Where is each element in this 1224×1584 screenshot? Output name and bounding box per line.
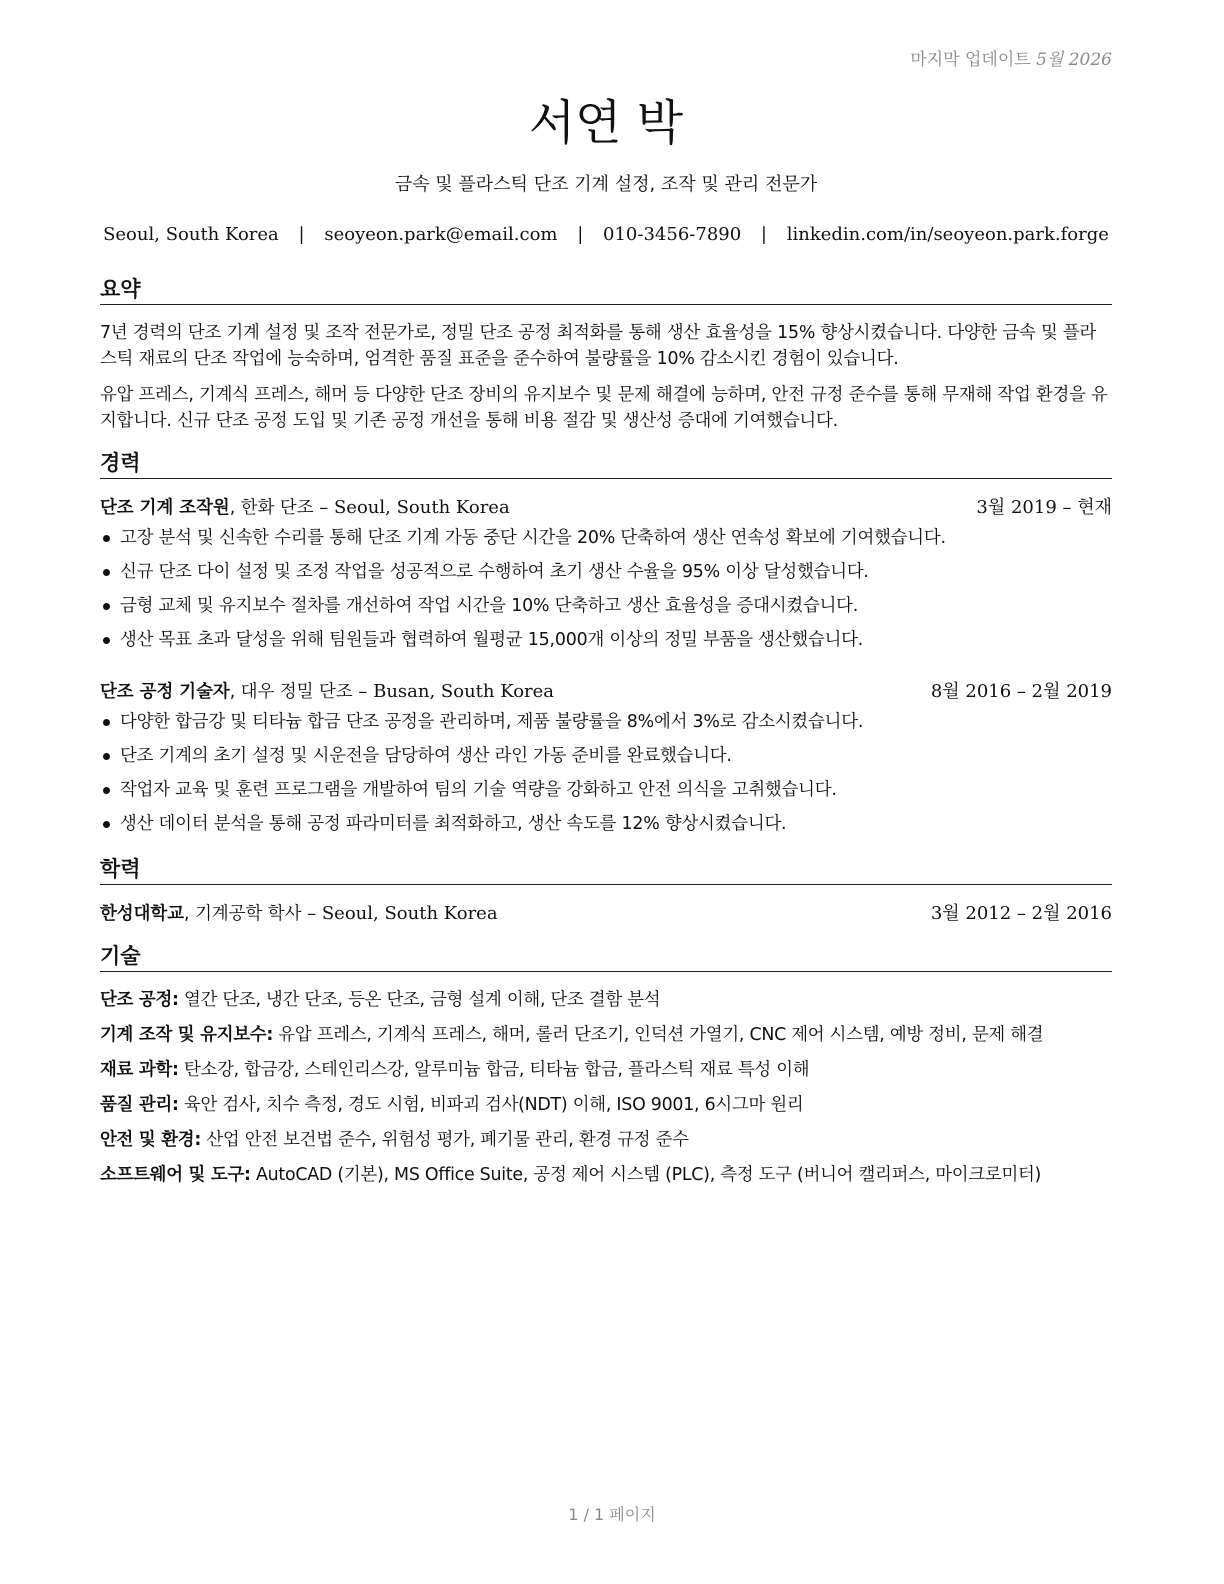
job-dates: 3월 2019 – 현재 [976, 497, 1112, 518]
contact-separator: | [577, 224, 584, 245]
job-header: 단조 기계 조작원, 한화 단조 – Seoul, South Korea 3월 2019 – 현재 [100, 497, 1112, 518]
summary-paragraph-2: 유압 프레스, 기계식 프레스, 해머 등 다양한 단조 장비의 유지보수 및 문제 해결에 능하며, 안전 규정 준수를 통해 무재해 작업 환경을 유지합니다. 신규 단조 공정 도입 및 기존 공정 개선을 통해 비용 절감 및 생산성 증대에 기여했습니다. [100, 385, 1108, 431]
education-location: Seoul, South Korea [321, 903, 498, 924]
contact-phone: 010-3456-7890 [603, 224, 742, 245]
job-company: 한화 단조 [240, 498, 314, 518]
skill-values: AutoCAD (기본), MS Office Suite, 공정 제어 시스템 (PLC), 측정 도구 (버니어 캘리퍼스, 마이크로미터) [256, 1165, 1042, 1185]
skill-values: 탄소강, 합금강, 스테인리스강, 알루미늄 합금, 티타늄 합금, 플라스틱 재료 특성 이해 [184, 1060, 810, 1080]
job-title: 단조 공정 기술자 [100, 682, 230, 702]
skill-line [100, 1163, 1112, 1187]
contact-linkedin[interactable]: linkedin.com/in/seoyeon.park.forge [786, 224, 1109, 245]
skill-category: 안전 및 환경: [100, 1130, 202, 1150]
contact-separator: | [760, 224, 767, 245]
job-title: 단조 기계 조작원 [100, 498, 230, 518]
job-bullet: 금형 교체 및 유지보수 절차를 개선하여 작업 시간을 10% 단축하고 생산 효율성을 증대시켰습니다. [100, 594, 1112, 628]
skill-values: 유압 프레스, 기계식 프레스, 해머, 롤러 단조기, 인덕션 가열기, CNC 제어 시스템, 예방 정비, 문제 해결 [278, 1025, 1044, 1045]
skill-category: 단조 공정: [100, 990, 179, 1010]
education-entry: 한성대학교, 기계공학 학사 – Seoul, South Korea 3월 2012 – 2월 2016 [100, 903, 1112, 924]
skill-values: 육안 검사, 치수 측정, 경도 시험, 비파괴 검사(NDT) 이해, ISO 9001, 6시그마 원리 [184, 1095, 804, 1115]
job-bullet: 다양한 합금강 및 티타늄 합금 단조 공정을 관리하며, 제품 불량률을 8%에서 3%로 감소시켰습니다. [100, 710, 1112, 744]
contact-separator: | [298, 224, 305, 245]
skill-category: 품질 관리: [100, 1095, 179, 1115]
job-bullet: 신규 단조 다이 설정 및 조정 작업을 성공적으로 수행하여 초기 생산 수율을 95% 이상 달성했습니다. [100, 560, 1112, 594]
headline: 금속 및 플라스틱 단조 기계 설정, 조작 및 관리 전문가 [394, 174, 818, 195]
job-bullet: 작업자 교육 및 훈련 프로그램을 개발하여 팀의 기술 역량을 강화하고 안전 의식을 고취했습니다. [100, 778, 1112, 812]
job-company: 대우 정밀 단조 [240, 682, 353, 702]
job-bullet: 단조 기계의 초기 설정 및 시운전을 담당하여 생산 라인 가동 준비를 완료했습니다. [100, 744, 1112, 778]
education-degree: 기계공학 학사 [195, 904, 302, 924]
job-bullet: 생산 목표 초과 달성을 위해 팀원들과 협력하여 월평균 15,000개 이상의 정밀 부품을 생산했습니다. [100, 628, 1112, 662]
contact-line [100, 224, 1112, 245]
job-bullet: 고장 분석 및 신속한 수리를 통해 단조 기계 가동 중단 시간을 20% 단축하여 생산 연속성 확보에 기여했습니다. [100, 526, 1112, 560]
job-bullets [100, 710, 1112, 846]
job-location: Seoul, South Korea [333, 497, 510, 518]
job-dates: 8월 2016 – 2월 2019 [930, 681, 1112, 702]
education-dates: 3월 2012 – 2월 2016 [930, 903, 1112, 924]
section-education-heading: 학력 [100, 856, 1112, 885]
skill-values: 열간 단조, 냉간 단조, 등온 단조, 금형 설계 이해, 단조 결함 분석 [184, 990, 661, 1010]
last-updated-year: 2026 [1068, 50, 1112, 70]
last-updated [910, 45, 1112, 70]
skill-line [100, 1058, 1112, 1082]
skill-category: 소프트웨어 및 도구: [100, 1165, 251, 1185]
section-skills-heading: 기술 [100, 943, 1112, 972]
contact-location: Seoul, South Korea [103, 224, 279, 245]
job-bullets [100, 526, 1112, 662]
skill-line [100, 1023, 1112, 1047]
job-header: 단조 공정 기술자, 대우 정밀 단조 – Busan, South Korea 8월 2016 – 2월 2019 [100, 681, 1112, 702]
last-updated-label: 마지막 업데이트 [910, 50, 1031, 70]
last-updated-month: 5월 [1036, 50, 1064, 70]
skill-values: 산업 안전 보건법 준수, 위험성 평가, 폐기물 관리, 환경 규정 준수 [206, 1130, 689, 1150]
job-bullet: 생산 데이터 분석을 통해 공정 파라미터를 최적화하고, 생산 속도를 12% 향상시켰습니다. [100, 812, 1112, 846]
contact-email[interactable]: seoyeon.park@email.com [324, 224, 558, 245]
education-school: 한성대학교 [100, 904, 184, 924]
page-number: 1 / 1 페이지 [568, 1505, 656, 1524]
summary-paragraph-1: 7년 경력의 단조 기계 설정 및 조작 전문가로, 정밀 단조 공정 최적화를 통해 생산 효율성을 15% 향상시켰습니다. 다양한 금속 및 플라스틱 재료의 단조 작업에 능숙하며, 엄격한 품질 표준을 준수하여 불량률을 10% 감소시킨 경험이 있습니다. [100, 323, 1097, 369]
skill-line [100, 1128, 1112, 1152]
section-experience-heading: 경력 [100, 450, 1112, 479]
skill-category: 재료 과학: [100, 1060, 179, 1080]
job-location: Busan, South Korea [373, 681, 555, 702]
section-summary-heading: 요약 [100, 276, 1112, 305]
resume-page [100, 0, 1112, 1584]
skill-category: 기계 조작 및 유지보수: [100, 1025, 274, 1045]
skill-line [100, 1093, 1112, 1117]
candidate-name: 서연 박 [528, 95, 684, 151]
skill-line [100, 988, 1112, 1012]
